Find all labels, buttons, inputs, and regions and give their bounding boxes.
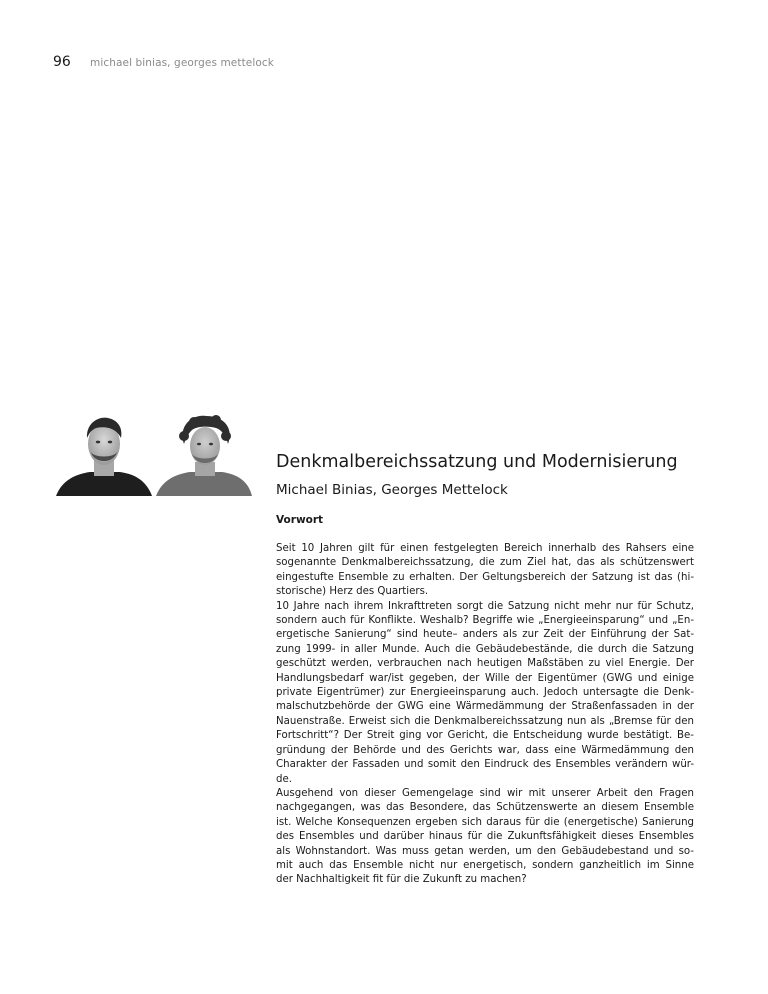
portrait-left (56, 418, 152, 496)
body-line: Fortschritt“? Der Streit ging vor Gericht, die Entscheidung wurde bestätigt. Be- (276, 730, 694, 742)
author-portraits (56, 414, 252, 496)
body-line: Nauenstraße. Erweist sich die Denkmalbereichssatzung nun als „Bremse für den (276, 715, 694, 727)
body-line: storische) Herz des Quartiers. (276, 586, 429, 598)
section-heading: Vorwort (276, 514, 324, 526)
body-line: ist. Welche Konsequenzen ergeben sich daraus für die (energetische) Sanierung (276, 816, 694, 828)
body-line: sondern auch für Konflikte. Weshalb? Begriffe wie „Energieeinsparung“ und „En- (276, 615, 694, 627)
body-line: Charakter der Fassaden und somit den Eindruck des Ensembles verändern wür- (276, 759, 694, 771)
article-authors: Michael Binias, Georges Mettelock (276, 482, 508, 498)
portrait-photo-icon (56, 414, 252, 496)
body-line: Seit 10 Jahren gilt für einen festgelegten Bereich innerhalb des Rahsers eine (276, 543, 694, 554)
body-line: 10 Jahre nach ihrem Inkrafttreten sorgt die Satzung nicht mehr nur für Schutz, (276, 600, 694, 612)
article-body (276, 542, 694, 888)
body-line: als Wohnstandort. Was muss getan werden, um den Gebäudebestand und so- (276, 845, 694, 857)
article-title: Denkmalbereichssatzung und Modernisierung (276, 452, 678, 472)
page-number: 96 (53, 54, 71, 70)
body-line: Handlungsbedarf war/ist gegeben, der Wille der Eigentümer (GWG und einige (276, 672, 694, 684)
body-line: mit auch das Ensemble nicht nur energetisch, sondern ganzheitlich im Sinne (276, 859, 694, 871)
running-head: michael binias, georges mettelock (90, 57, 274, 69)
body-line: der Nachhaltigkeit fit für die Zukunft zu machen? (276, 874, 527, 886)
body-line: geschützt werden, verbrauchen nach heutigen Maßstäben zu viel Energie. Der (276, 658, 694, 670)
body-line: malschutzbehörde der GWG eine Wärmedämmung der Straßenfassaden in der (276, 701, 694, 713)
body-line: sogenannte Denkmalbereichssatzung, die zum Ziel hat, das als schützenswert (276, 557, 694, 569)
body-line: nachgegangen, was das Besondere, das Schützenswerte an diesem Ensemble (276, 802, 694, 814)
body-line: eingestufte Ensemble zu erhalten. Der Geltungsbereich der Satzung ist das (hi- (276, 571, 694, 583)
portrait-right (156, 415, 252, 496)
body-line: Ausgehend von dieser Gemengelage sind wir mit unserer Arbeit den Fragen (276, 787, 694, 799)
body-line: gründung der Behörde und des Gerichts war, dass eine Wärmedämmung den (276, 744, 694, 756)
body-line: de. (276, 773, 292, 785)
body-line: zung 1999- in aller Munde. Auch die Gebäudebestände, die durch die Satzung (276, 643, 694, 655)
body-line: private Eigentrümer) zur Energieeinsparung auch. Jedoch untersagte die Denk- (276, 687, 694, 699)
body-line: des Ensembles und darüber hinaus für die Zukunftsfähigkeit dieses Ensembles (276, 831, 694, 843)
body-line: ergetische Sanierung“ sind heute– anders als zur Zeit der Einführung der Sat- (276, 629, 694, 641)
